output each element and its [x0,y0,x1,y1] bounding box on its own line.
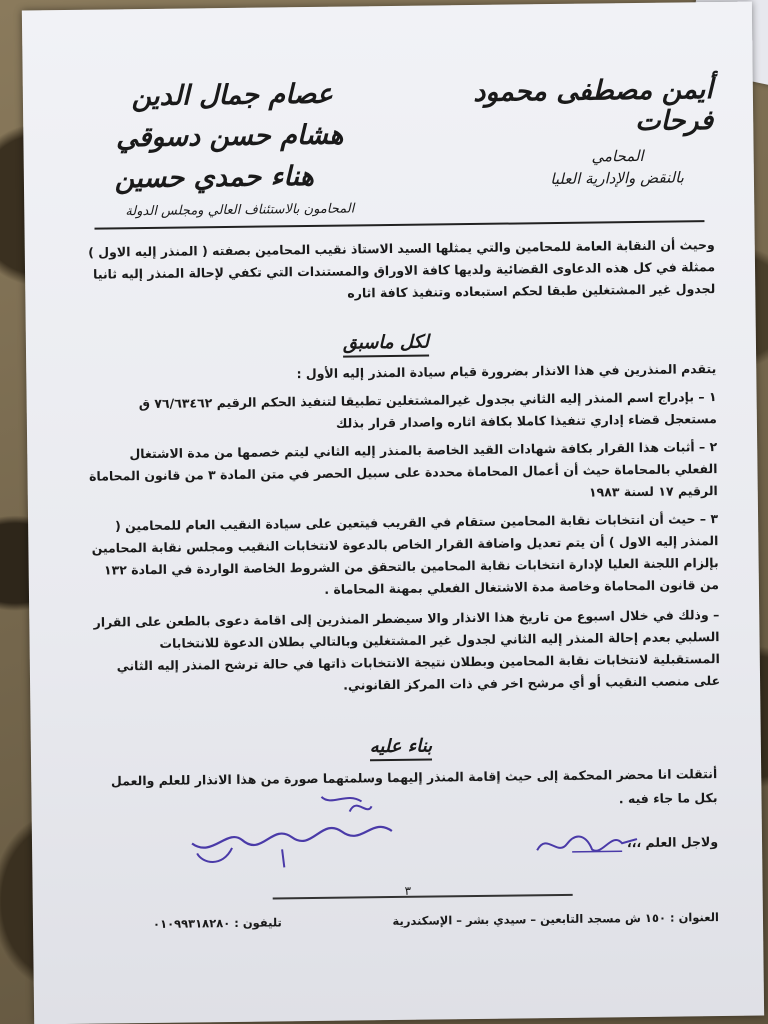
section-title [286,331,486,354]
warning-paragraph: – وذلك في خلال اسبوع من تاريخ هذا الانذار والا سيضطر المنذرين إلى اقامة دعوى بالطعن على القرار السلبي بعدم إحالة المنذر إليه الثاني لجدول غير المشتغلين وبالتالي بطلان الدعوة للانتخابات المستقبلية لانتخابات نقابة المحامين وبطلان نتيجة الانتخابات ذاتها في حالة ترشح المنذر إليه الثاني على منصب النقيب أو أي مرشح اخر في ذات المركز القانوني. [93,607,721,693]
lawyer-court: بالنقض والإدارية العليا [550,168,685,189]
request-item-1: ١ – بإدراج اسم المنذر إليه الثاني بجدول غيرالمشتغلين تطبيقا لتنفيذ الحكم الرقيم ٧٦/٦٣٤٦٢ ق مستعجل قضاء إداري تنفيذا كاملا بكافة اثاره واصدار قرار بذلك [138,389,717,431]
header-divider [94,220,704,229]
intro-paragraph: وحيث أن النقابة العامة للمحامين والتي يمثلها السيد الاستاذ نقيب المحامين بصفته ( المنذر إليه الاول ) ممثلة في كل هذه الدعاوى القضائية ولديها كافة الاوراق والمستندات التي تكفي لإحالة المنذر إليه ثانيا لجدول غير المشتغلين طبقا لحكم استبعاده وتنفيذ كافة اثاره [88,237,716,301]
intro-block [85,234,716,314]
closing-line: ولاجل العلم ،،، [626,834,719,851]
letterhead-right [393,74,714,194]
footer-address: العنوان : ١٥٠ ش مسجد التابعين – سيدي بشر – الإسكندرية [392,910,720,929]
partner-name-2: هشام حسن دسوقي [115,119,344,154]
partners-court: المحامون بالاستئناف العالي ومجلس الدولة [125,201,355,220]
partner-name-1: عصام جمال الدين [131,78,334,113]
bailiff-statement: أنتقلت انا محضر المحكمة إلى حيث إقامة المنذر إليهما وسلمتهما صورة من هذا الانذار للعلم والعمل بكل ما جاء فيه . [110,766,718,807]
request-item-2: ٢ – أثبات هذا القرار بكافة شهادات القيد الخاصة بالمنذر إليه الثاني ليتم خصمها من مدة الاشتغال الفعلي بالمحاماة حيث أن أعمال المحاماة محددة على سبيل الحصر في متن المادة ٣ من قانون المحاماة الرقيم ١٧ لسنة ١٩٨٣ [88,439,718,500]
conclusion-title [301,735,501,758]
signature-right [532,821,642,862]
page-number: ٣ [404,883,412,898]
requests-block [86,358,720,706]
section-title-text: لكل ماسبق [343,332,429,358]
document-page [22,2,764,1024]
partner-name-3: هناء حمدي حسين [114,161,315,195]
signature-left [171,776,412,879]
request-item-3: ٣ – حيث أن انتخابات نقابة المحامين ستقام في القريب فيتعين على سيادة النقيب العام للمحامين ( المنذر إليه الاول ) أن يتم تعديل واضافة القرار الخاص بالدعوة لانتخابات النقيب ومجلس نقابة المحامين بإلزام اللجنة العليا لإدارة انتخابات نقابة المحامين بالتحقق من الشروط الخاصة الواردة في المادة ١٣٢ من قانون المحاماة وخاصة مدة الاشتغال الفعلي بمهنة المحاماة . [91,511,719,597]
lawyer-name: أيمن مصطفى محمود فرحات [473,74,714,138]
requests-intro: يتقدم المنذرين في هذا الانذار بضرورة قيام سيادة المنذر إليه الأول : [296,361,717,382]
letterhead-left [93,78,355,219]
lawyer-title: المحامي [591,147,644,166]
footer-phone: تليفون : ٠١٠٩٩٣١٨٢٨٠ [152,915,282,931]
footer-divider [273,894,573,900]
conclusion-title-text: بناء عليه [370,736,433,762]
